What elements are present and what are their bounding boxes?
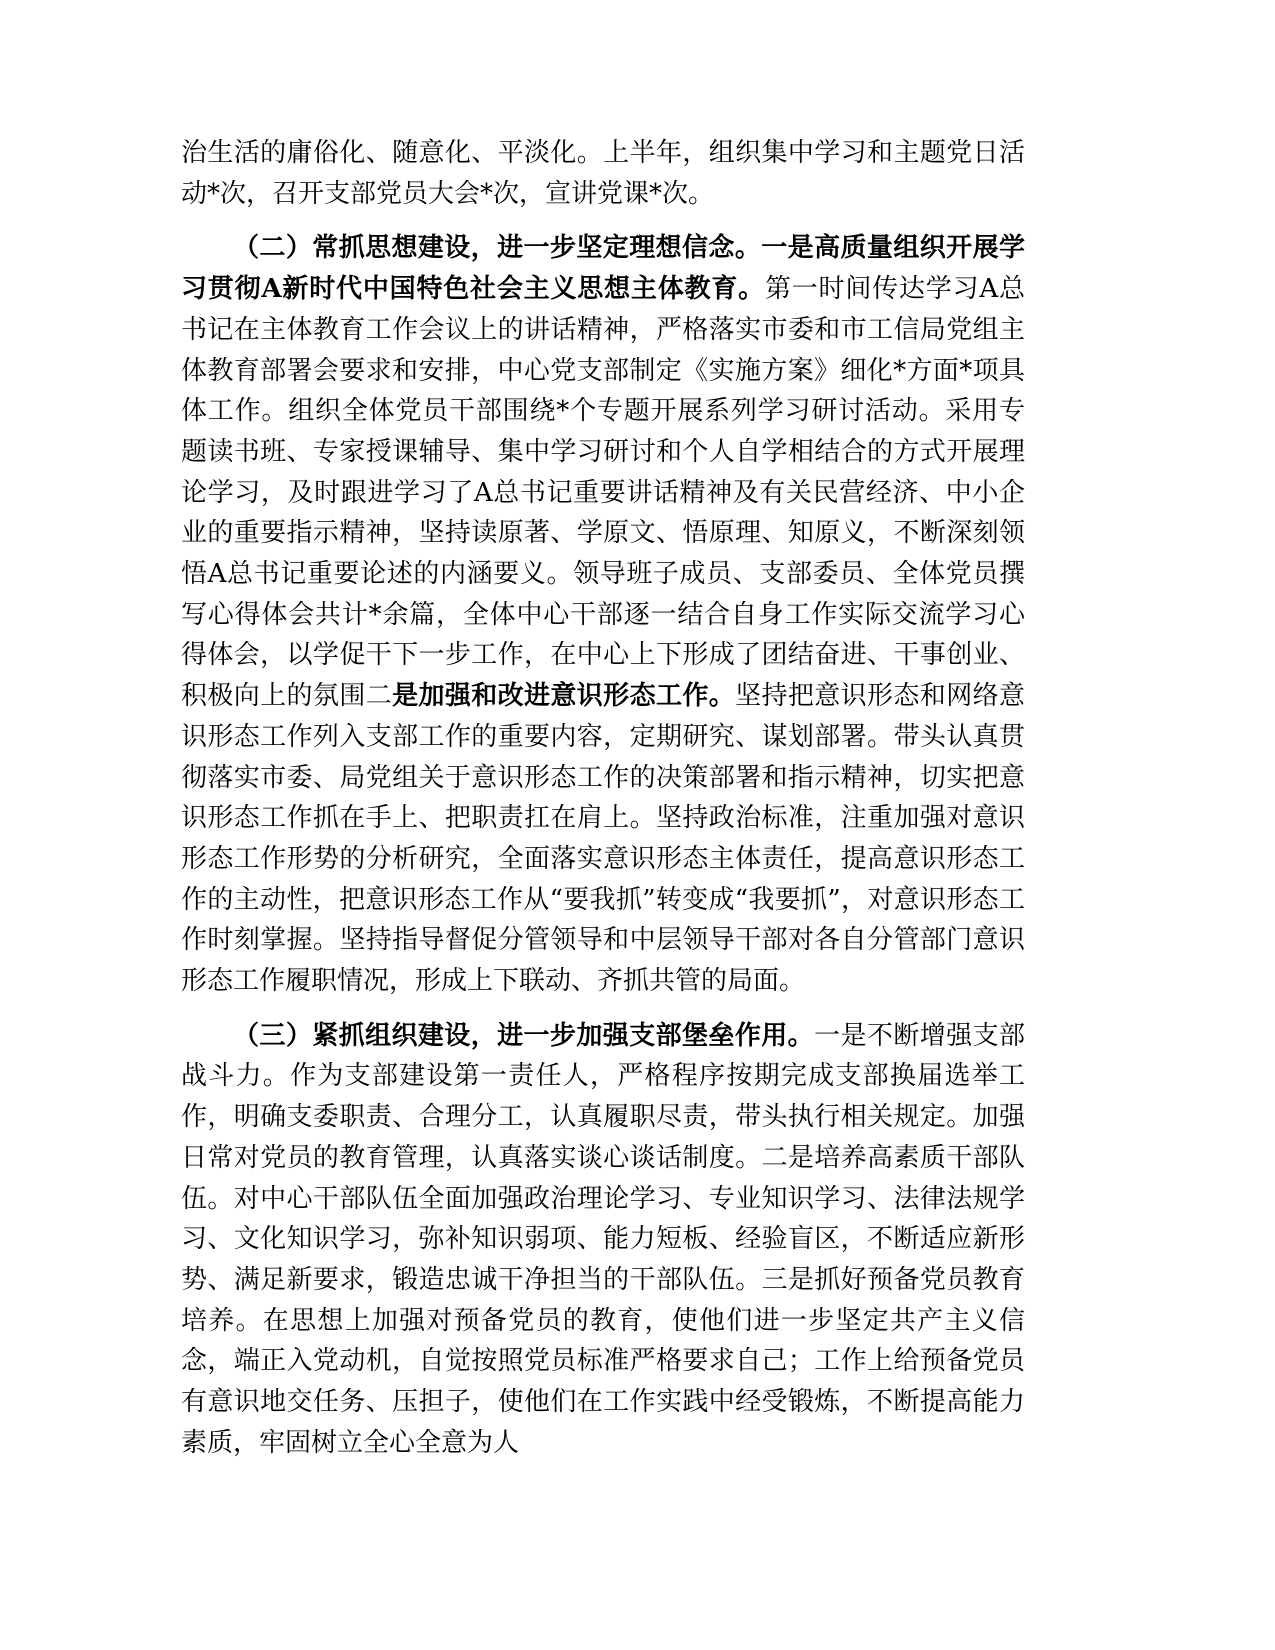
point-one-body: 第一时间传达学习A总书记在主体教育工作会议上的讲话精神，严格落实市委和市工信局党组主体教育部署会要求和安排，中心党支部制定《实施方案》细化*方面*项具体工作。组织全体党员干部围绕*个专题开展系列学习研讨活动。采用专题读书班、专家授课辅导、集中学习研讨和个人自学相结合的方式开展理论学习，及时跟进学习了A总书记重要讲话精神及有关民营经济、中小企业的重要指示精神，坚持读原著、学原文、悟原理、知原义，不断深刻领悟A总书记重要论述的内涵要义。领导班子成员、支部委员、全体党员撰写心得体会共计*余篇，全体中心干部逐一结合自身工作实际交流学习心得体会，以学促干下一步工作，在中心上下形成了团结奋进、干事创业、积极向上的氛围二 [181, 274, 1025, 712]
paragraph-continuation [181, 133, 1025, 214]
section-three-body: 一是不断增强支部战斗力。作为支部建设第一责任人，严格程序按期完成支部换届选举工作，明确支委职责、合理分工，认真履职尽责，带头执行相关规定。加强日常对党员的教育管理，认真落实谈心谈话制度。二是培养高素质干部队伍。对中心干部队伍全面加强政治理论学习、专业知识学习、法律法规学习、文化知识学习，弥补知识弱项、能力短板、经验盲区，不断适应新形势、满足新要求，锻造忠诚干净担当的干部队伍。三是抓好预备党员教育培养。在思想上加强对预备党员的教育，使他们进一步坚定共产主义信念，端正入党动机，自觉按照党员标准严格要求自己；工作上给预备党员有意识地交任务、压担子，使他们在工作实践中经受锻炼，不断提高能力素质，牢固树立全心全意为人 [181, 1020, 1025, 1458]
section-two-paragraph [181, 228, 1025, 1001]
section-three-paragraph [181, 1016, 1025, 1464]
point-two-lead: 是加强和改进意识形态工作。 [392, 681, 736, 712]
point-two-body: 坚持把意识形态和网络意识形态工作列入支部工作的重要内容，定期研究、谋划部署。带头认真贯彻落实市委、局党组关于意识形态工作的决策部署和指示精神，切实把意识形态工作抓在手上、把职责扛在肩上。坚持政治标准，注重加强对意识形态工作形势的分析研究，全面落实意识形态主体责任，提高意识形态工作的主动性，把意识形态工作从“要我抓”转变成“我要抓”，对意识形态工作时刻掌握。坚持指导督促分管领导和中层领导干部对各自分管部门意识形态工作履职情况，形成上下联动、齐抓共管的局面。 [181, 681, 1025, 997]
point-one-lead: 一是高质量组织开展学习贯彻A新时代中国特色社会主义思想主体教育。 [181, 233, 1025, 305]
section-three-heading: （三）紧抓组织建设，进一步加强支部堡垒作用。 [233, 1020, 815, 1051]
section-two-heading: （二）常抓思想建设，进一步坚定理想信念。 [233, 233, 762, 264]
paragraph-text: 治生活的庸俗化、随意化、平淡化。上半年，组织集中学习和主题党日活动*次，召开支部党员大会*次，宣讲党课*次。 [181, 138, 1025, 209]
document-page [181, 133, 1025, 1478]
